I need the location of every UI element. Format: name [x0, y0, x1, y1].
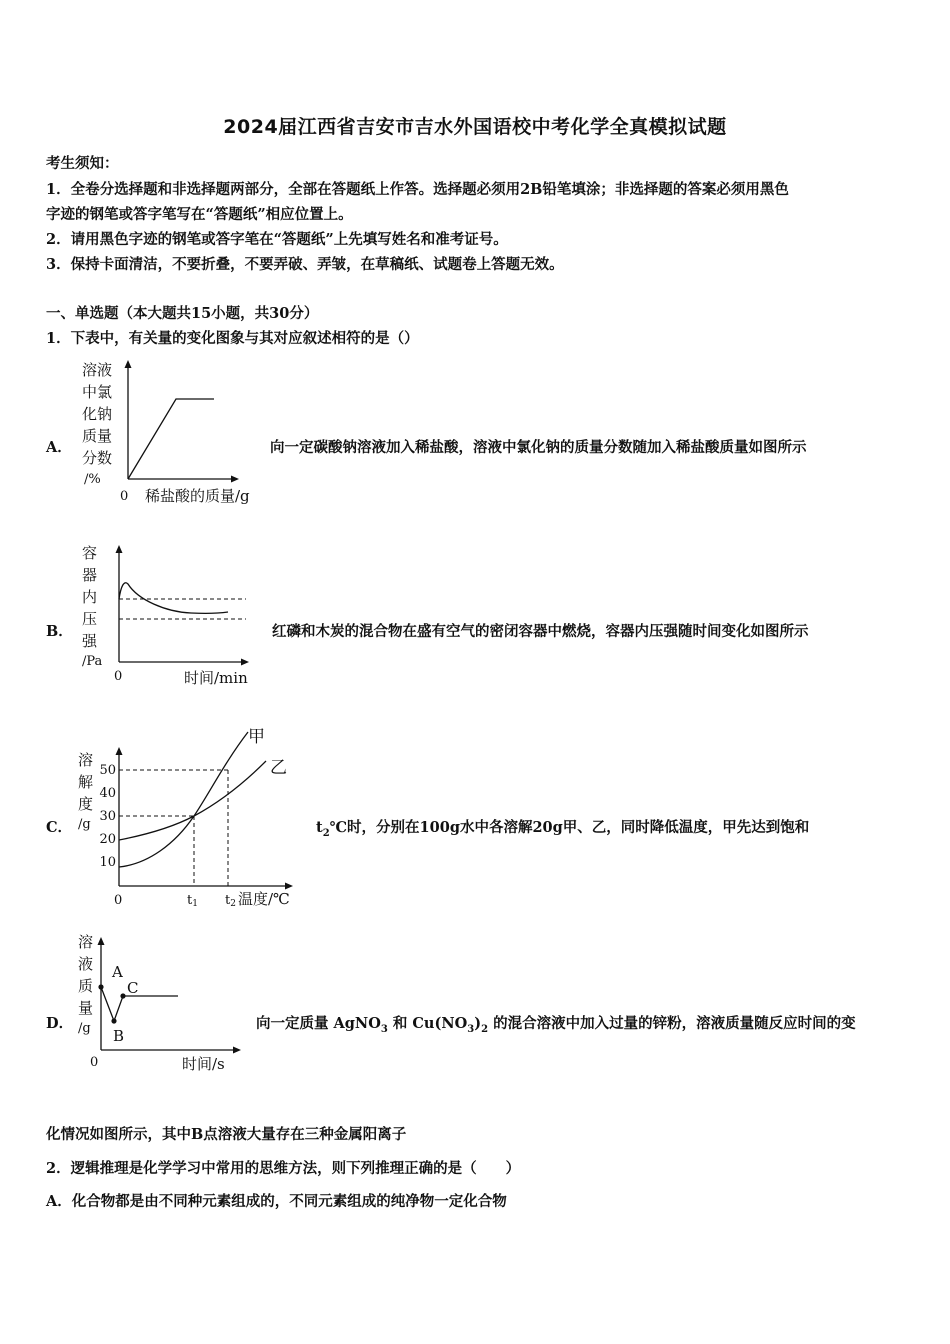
option-b-graph — [76, 538, 276, 693]
option-d-letter: D． — [46, 1015, 74, 1032]
graph-c-ylabel-unit: /g — [78, 817, 91, 832]
graph-d-ylabel-unit: /g — [78, 1021, 91, 1036]
option-d-text-continuation: 化情况如图所示，其中B点溶液大量存在三种金属阳离子 — [46, 1126, 407, 1143]
graph-d-x-arrow — [233, 1047, 241, 1054]
graph-c-ytick-40: 40 — [99, 786, 116, 801]
graph-d-point-a-label: A — [112, 963, 123, 981]
graph-c-ytick-10: 10 — [99, 855, 116, 870]
graph-b-ylabel-unit: /Pa — [82, 654, 103, 669]
graph-b-y-arrow — [116, 545, 123, 553]
graph-c-curve-jia — [119, 732, 248, 867]
graph-c-ytick-30: 30 — [99, 809, 116, 824]
option-a-letter: A． — [46, 439, 72, 456]
graph-b-ylabel-1: 容 — [82, 544, 98, 562]
option-d-text: 向一定质量 AgNO$_3$ 和 $Cu(NO_3)_2$ 的混合溶液中加入过量的锌粉，溶液质量随反应时间的变 — [256, 1015, 856, 1035]
option-a-text: 向一定碳酸钠溶液加入稀盐酸，溶液中氯化钠的质量分数随加入稀盐酸质量如图所示 — [270, 439, 807, 456]
graph-c-series-yi: 乙 — [270, 758, 287, 778]
graph-b-curve — [119, 583, 228, 614]
notice-item-1-cont: 字迹的钢笔或答字笔写在“答题纸”相应位置上。 — [46, 206, 353, 223]
graph-b-xlabel: 时间/min — [184, 669, 248, 687]
option-c-letter: C． — [46, 819, 73, 836]
graph-d-point-a-dot — [98, 984, 103, 989]
graph-d-ylabel-1: 溶 — [78, 933, 94, 951]
graph-d-ylabel-2: 液 — [78, 955, 94, 973]
graph-a-curve — [128, 399, 214, 479]
graph-c-x-arrow — [285, 883, 293, 890]
graph-d-y-arrow — [98, 937, 105, 945]
graph-b-ylabel-2: 器 — [82, 566, 98, 584]
question-2-stem: 2．逻辑推理是化学学习中常用的思维方法，则下列推理正确的是（ ） — [46, 1160, 521, 1177]
section-heading: 一、单选题（本大题共15小题，共30分） — [46, 305, 319, 322]
option-c-graph — [70, 722, 310, 912]
graph-c-ytick-20: 20 — [99, 832, 116, 847]
graph-c-curve-yi — [119, 761, 266, 840]
graph-c-ylabel-1: 溶 — [78, 751, 94, 769]
option-d-graph — [70, 930, 260, 1080]
graph-a-ylabel-2: 中氯 — [82, 383, 113, 401]
page-title: 2024届江西省吉安市吉水外国语校中考化学全真模拟试题 — [223, 116, 727, 138]
graph-c-t1-label: t1 — [187, 893, 198, 909]
notice-item-1: 1．全卷分选择题和非选择题两部分，全部在答题纸上作答。选择题必须用2B铅笔填涂；非选择题的答案必须用黑色 — [46, 181, 789, 198]
option-c-text: $t_2℃$时，分别在100g水中各溶解20g甲、乙，同时降低温度，甲先达到饱和 — [316, 819, 810, 839]
graph-c-y-arrow — [116, 747, 123, 755]
graph-c-ytick-50: 50 — [99, 763, 116, 778]
graph-c-t2-label: t2 — [225, 893, 236, 909]
graph-a-xlabel: 稀盐酸的质量/g — [145, 487, 250, 505]
graph-c-ylabel-3: 度 — [78, 795, 94, 813]
graph-a-x-arrow — [231, 476, 239, 483]
notice-heading: 考生须知： — [46, 155, 119, 172]
graph-d-ylabel-3: 质 — [78, 977, 94, 995]
graph-d-point-b-dot — [111, 1018, 116, 1023]
graph-a-ylabel-1: 溶液 — [82, 361, 113, 379]
graph-d-curve — [101, 987, 178, 1021]
graph-b-ylabel-4: 压 — [82, 610, 98, 628]
graph-a-ylabel-4: 质量 — [82, 427, 113, 445]
graph-b-ylabel-3: 内 — [82, 588, 98, 606]
graph-a-ylabel-3: 化钠 — [82, 405, 113, 423]
option-b-text: 红磷和木炭的混合物在盛有空气的密闭容器中燃烧，容器内压强随时间变化如图所示 — [272, 623, 809, 640]
option-b-letter: B． — [46, 623, 73, 640]
notice-item-3: 3．保持卡面清洁，不要折叠，不要弄破、弄皱，在草稿纸、试题卷上答题无效。 — [46, 256, 564, 273]
graph-b-ylabel-5: 强 — [82, 632, 98, 650]
graph-d-point-b-label: B — [113, 1027, 125, 1045]
graph-c-origin: 0 — [114, 893, 123, 908]
graph-d-point-c-label: C — [127, 979, 139, 997]
graph-a-y-arrow — [125, 360, 132, 368]
graph-d-point-c-dot — [120, 993, 125, 998]
graph-c-series-jia: 甲 — [248, 727, 265, 747]
graph-a-ylabel-5: 分数 — [82, 449, 113, 467]
graph-d-xlabel: 时间/s — [182, 1055, 225, 1073]
notice-item-2: 2．请用黑色字迹的钢笔或答字笔在“答题纸”上先填写姓名和准考证号。 — [46, 231, 508, 248]
graph-b-origin: 0 — [114, 669, 123, 684]
graph-c-xlabel: 温度/℃ — [238, 890, 290, 908]
graph-d-origin: 0 — [90, 1055, 99, 1070]
question-2-option-a: A．化合物都是由不同种元素组成的，不同元素组成的纯净物一定化合物 — [46, 1193, 507, 1210]
graph-a-origin: 0 — [120, 489, 129, 504]
graph-a-ylabel-unit: /% — [84, 472, 101, 487]
option-a-graph — [76, 355, 276, 510]
graph-b-x-arrow — [241, 659, 249, 666]
question-1-stem: 1．下表中，有关量的变化图象与其对应叙述相符的是（） — [46, 330, 419, 347]
graph-d-ylabel-4: 量 — [78, 999, 94, 1017]
graph-c-ylabel-2: 解 — [78, 773, 94, 791]
